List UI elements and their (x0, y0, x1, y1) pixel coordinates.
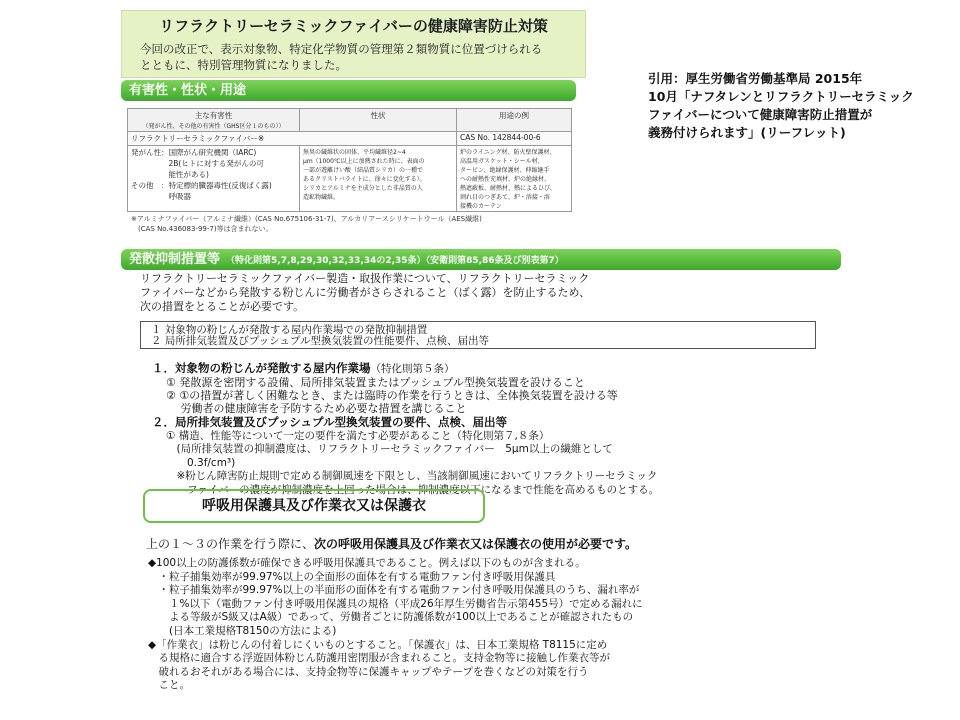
measure-item-1-body: ① 発散源を密閉する設備、局所排気装置またはプッシュプル型換気装置を設けること ② ①の措置が著しく困難なとき、または臨時の作業を行うときは、全体換気装置を設ける等 労働者の健康障害を予防するため必要な措置を講じること (166, 376, 618, 415)
substance-row (128, 132, 572, 146)
section-emission-refs: （特化則第5,7,8,29,30,32,33,34の2,35条）（安衛則第85,86条及び別表第7） (226, 256, 564, 266)
list-item: (日本工業規格T8150の方法による) (148, 624, 337, 637)
header-property: 性状 (300, 109, 457, 132)
measures-box: １ 対象物の粉じんが発散する屋内作業場での発散抑制措置 ２ 局所排気装置及びプッシュプル型換気装置の性能要件、点検、届出等 (140, 321, 816, 349)
page-title: リフラクトリーセラミックファイバーの健康障害防止対策 (159, 17, 548, 35)
list-item: １%以下（電動ファン付き呼吸用保護具の規格（平成26年厚生労働省告示第455号）で定める漏れに (148, 597, 643, 610)
header-hazard: 主な有害性 （発がん性、その他の有害性（GHS区分１のもの）） (128, 109, 300, 132)
header-use: 用途の例 (457, 109, 572, 132)
citation-line: ファイバーについて健康障害防止措置が (648, 107, 873, 122)
list-item: ◆100以上の防護係数が確保できる呼吸用保護具であること。例えば以下のものが含まれる。 (148, 557, 586, 569)
hazard-cell: 発がん性：国際がん研究機関（IARC) 2B(ヒトに対する発がんの可 能性がある) その他 ：特定標的臓器毒性(反復ばく露) 呼吸器 (128, 146, 300, 212)
list-item: こと。 (148, 679, 190, 692)
measure-item-2-heading: ２．局所排気装置及びプッシュプル型換気装置の要件、点検、届出等 (152, 415, 508, 429)
section-emission-heading: 発散抑制措置等 (129, 252, 221, 267)
list-item: ・粒子捕集効率が99.97%以上の半面形の面体を有する電動ファン付き呼吸用保護具のうち、漏れ率が (148, 584, 640, 597)
header-line: とともに、特別管理物質になりました。 (140, 58, 347, 72)
header-line: 今回の改正で、表示対象物、特定化学物質の管理第２類物質に位置づけられる (140, 42, 543, 56)
protective-lead: 上の１～３の作業を行う際に、次の呼吸用保護具及び作業衣又は保護衣の使用が必要です。 (146, 537, 638, 551)
list-item: ・粒子捕集効率が99.97%以上の全面形の面体を有する電動ファン付き呼吸用保護具 (148, 570, 556, 583)
measure-item-1 (152, 360, 618, 415)
table-header-row (128, 109, 572, 132)
list-item: よる等級がS級又はA級）であって、労働者ごとに防護係数が100以上であることが確認されたもの (148, 611, 634, 624)
table-footnote: ※アルミナファイバー（アルミナ繊維）(CAS No.675106-31-7)、アルカリアースシリケートウール（AES繊維) (CAS No.436083-99-7)等は含まれない。 (131, 215, 482, 233)
header-body (140, 41, 576, 73)
hazard-table (127, 108, 572, 212)
substance-name: リフラクトリーセラミックファイバー※ (128, 132, 457, 146)
section-emission-title (121, 249, 841, 270)
table-row (128, 146, 572, 212)
cas-number: CAS No. 142844-00-6 (457, 132, 572, 146)
measure-item-1-heading: １．対象物の粉じんが発散する屋内作業場（特化則第５条） (152, 361, 455, 375)
citation-line: 引用：厚生労働省労働基準局 2015年 (648, 71, 863, 86)
emission-intro: リフラクトリーセラミックファイバー製造・取扱作業について、リフラクトリーセラミック ファイバーなどから発散する粉じんに労働者がさらされること（ばく露）を防止するため、 次の措置をとることが必要です。 (140, 272, 591, 313)
citation (648, 70, 948, 142)
property-cell: 無臭の繊維状の固体、平均繊維径2~4 μm（1000℃以上に加熱された時に、表面の 一部が遊離けい酸（結晶質シリカ）の一種で あるクリストバライトに、徐々に変化する）。 シリカとアルミナを主成分とした非晶質の人 造鉱物繊維。 (300, 146, 457, 212)
measure-item-2-body: ① 構造、性能等について一定の要件を満たす必要があること（特化則第７,８条） (局所排気装置の抑制濃度は、リフラクトリーセラミックファイバー 5μm以上の繊維として 0.3f/cm³) ※粉じん障害防止規則で定める制御風速を下限とし、当該制御風速においてリフラクトリーセラミック ファイバーの濃度が抑制濃度を上回った場合は、抑制濃度以下になるまで性能を高めるものとする。 (166, 430, 660, 496)
list-item: る規格に適合する浮遊固体粉じん防護用密閉服が含まれること。支持金物等に接触し作業衣等が (148, 652, 610, 665)
measure-item-2 (152, 414, 659, 497)
section-hazard-title: 有害性・性状・用途 (121, 80, 576, 101)
citation-line: 義務付けられます」(リーフレット) (648, 125, 846, 140)
section-protective-title: 呼吸用保護具及び作業衣又は保護衣 (143, 489, 485, 523)
header-box (121, 10, 586, 78)
citation-line: 10月「ナフタレンとリフラクトリーセラミック (648, 89, 914, 104)
list-item: ◆「作業衣」は粉じんの付着しにくいものとすること。「保護衣」は、日本工業規格 T8115に定め (148, 638, 608, 651)
use-cell: 炉のライニング材、防火壁保護材、 高温用ガスケット・シール材、 タービン、絶縁保護材、伸縮継手 への耐熱性充填材、炉の絶縁材、 熱遮蔽板、耐熱材、熱によるひび、 割れ目のつぎあて、炉・溶接・溶 接機のカーテン (457, 146, 572, 212)
protective-body (148, 557, 643, 693)
list-item: 破れるおそれがある場合には、支持金物等に保護キャップやテープを巻くなどの対策を行う (148, 665, 589, 678)
